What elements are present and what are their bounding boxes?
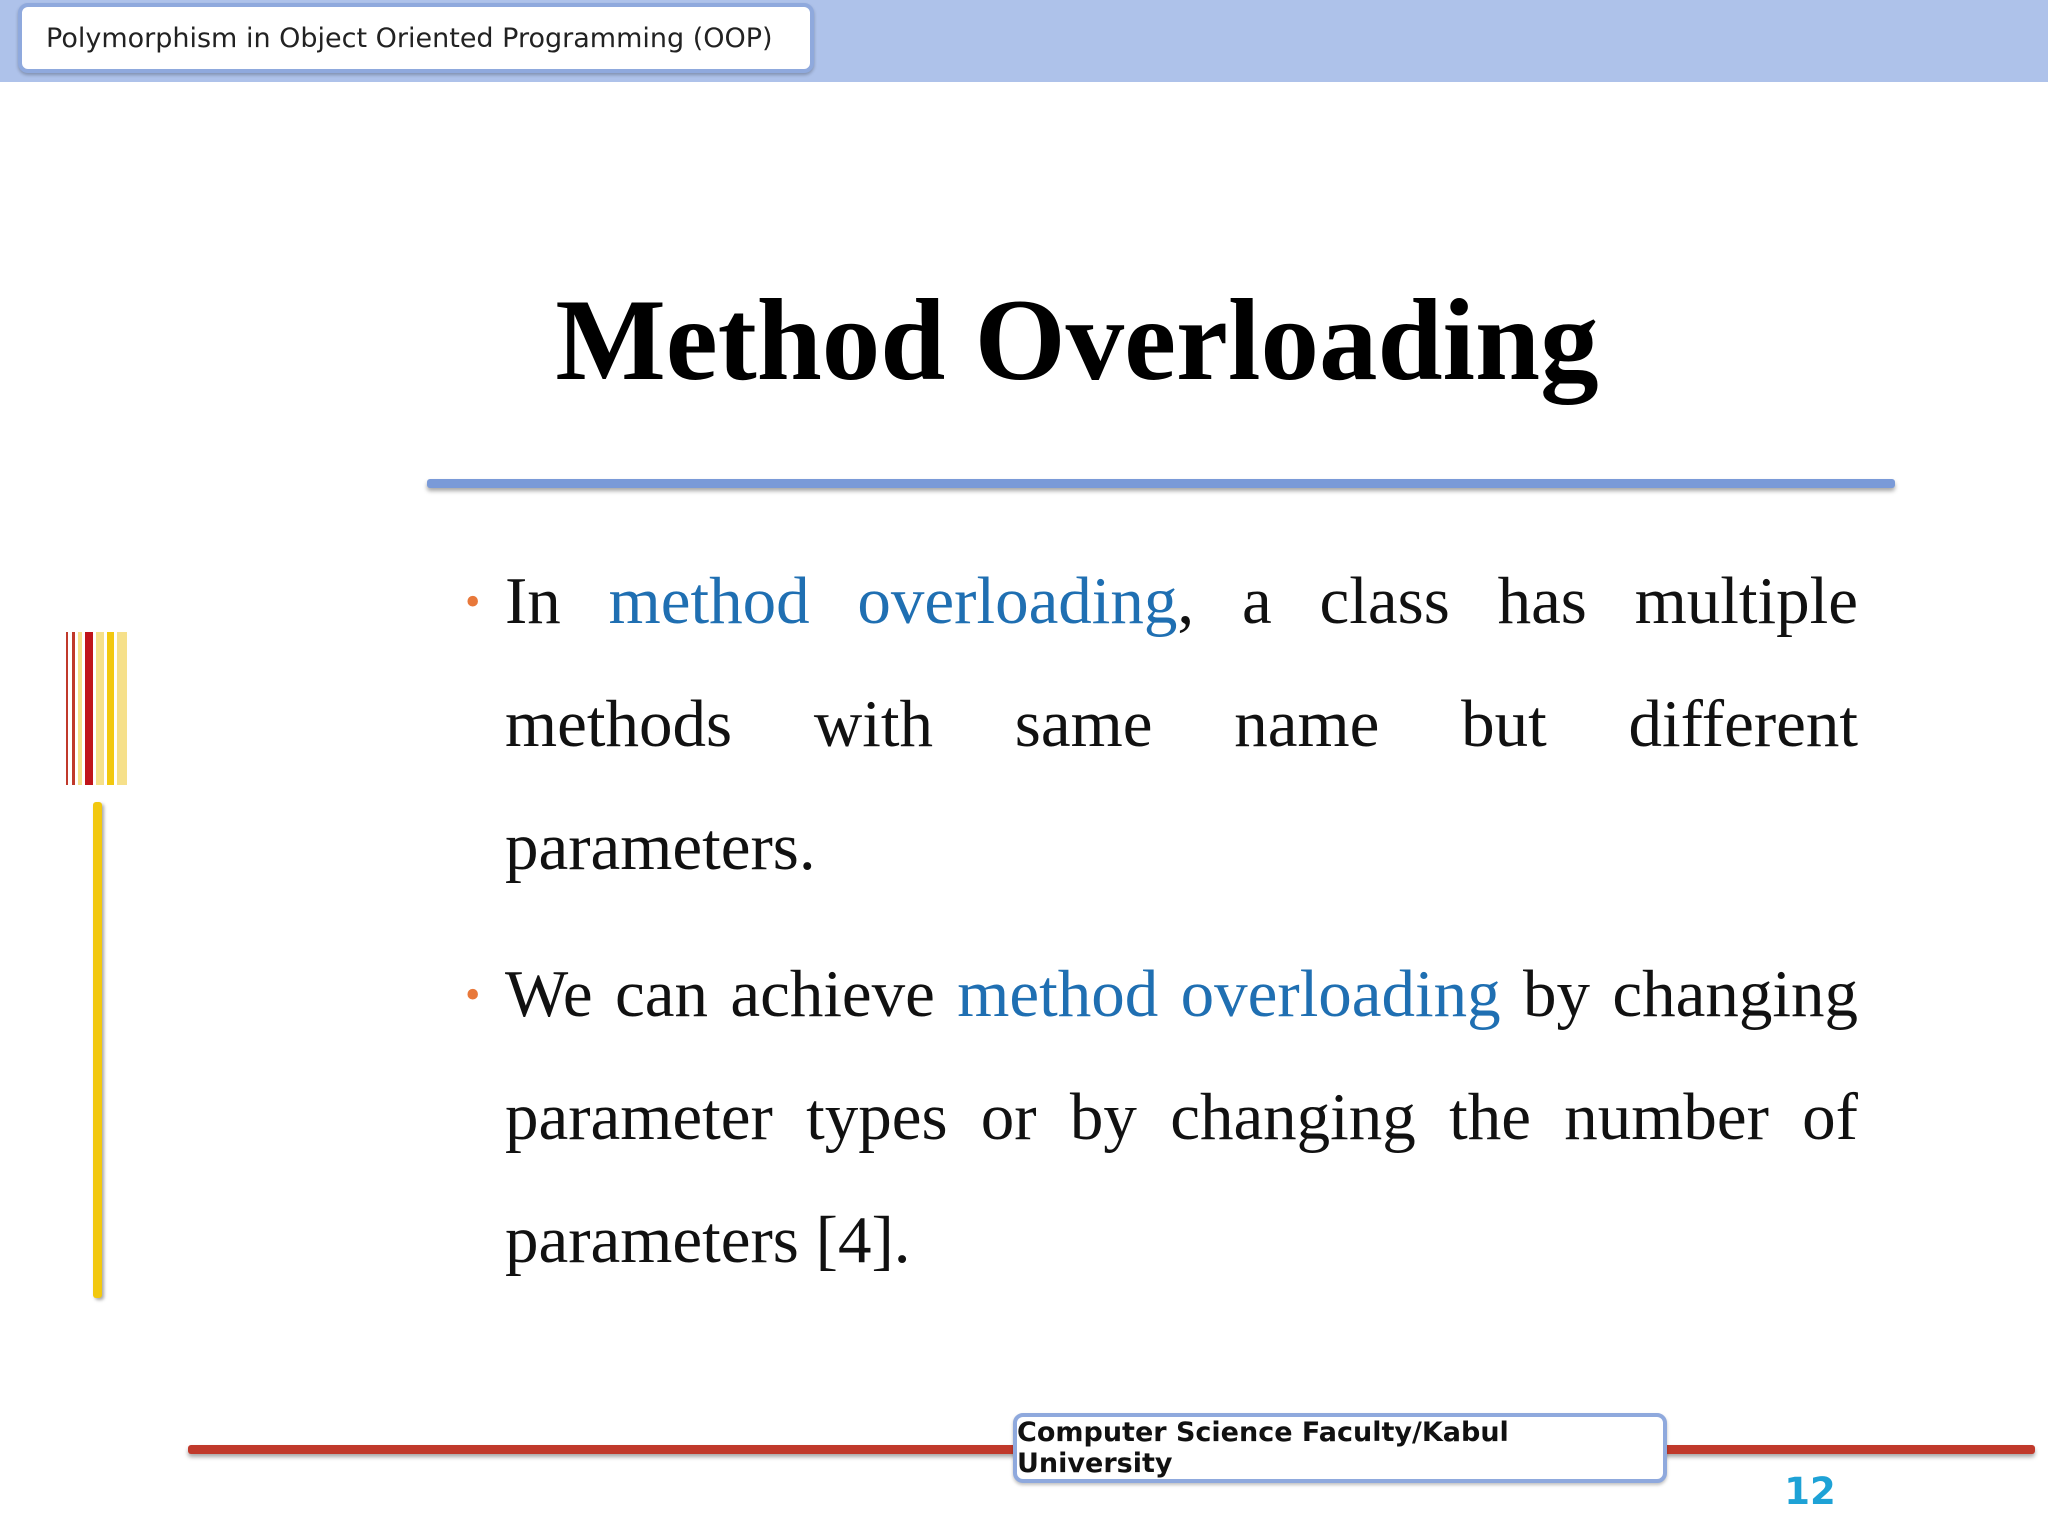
bullet-item-2: [465, 933, 1858, 1302]
page-number: 12: [1784, 1470, 1836, 1513]
slide-body: [465, 540, 1858, 1302]
slide-title: Method Overloading: [555, 276, 1599, 405]
header-title: Polymorphism in Object Oriented Programming (OOP): [46, 22, 773, 54]
footer-divider-left: [188, 1445, 1018, 1454]
footer-divider-right: [1655, 1445, 2035, 1454]
decorative-stripes: [66, 632, 130, 785]
bullet-text: , a class has multiple methods with same name but different parameters.: [505, 564, 1858, 884]
bullet-text: In: [505, 564, 609, 638]
bullet-dot-icon: •: [465, 970, 481, 1019]
header-title-box: [18, 3, 814, 73]
highlighted-term: method overloading: [957, 957, 1501, 1031]
bullet-text: We can achieve: [505, 957, 958, 1031]
footer-label-box: [1013, 1413, 1667, 1483]
highlighted-term: method overloading: [608, 564, 1178, 638]
footer-label: Computer Science Faculty/Kabul University: [1017, 1417, 1509, 1479]
bullet-text: by changing parameter types or by changing the number of parameters [4].: [505, 957, 1859, 1277]
decorative-yellow-bar: [93, 802, 102, 1298]
bullet-dot-icon: •: [465, 577, 481, 626]
title-divider: [427, 479, 1895, 488]
bullet-item-1: [465, 540, 1858, 909]
